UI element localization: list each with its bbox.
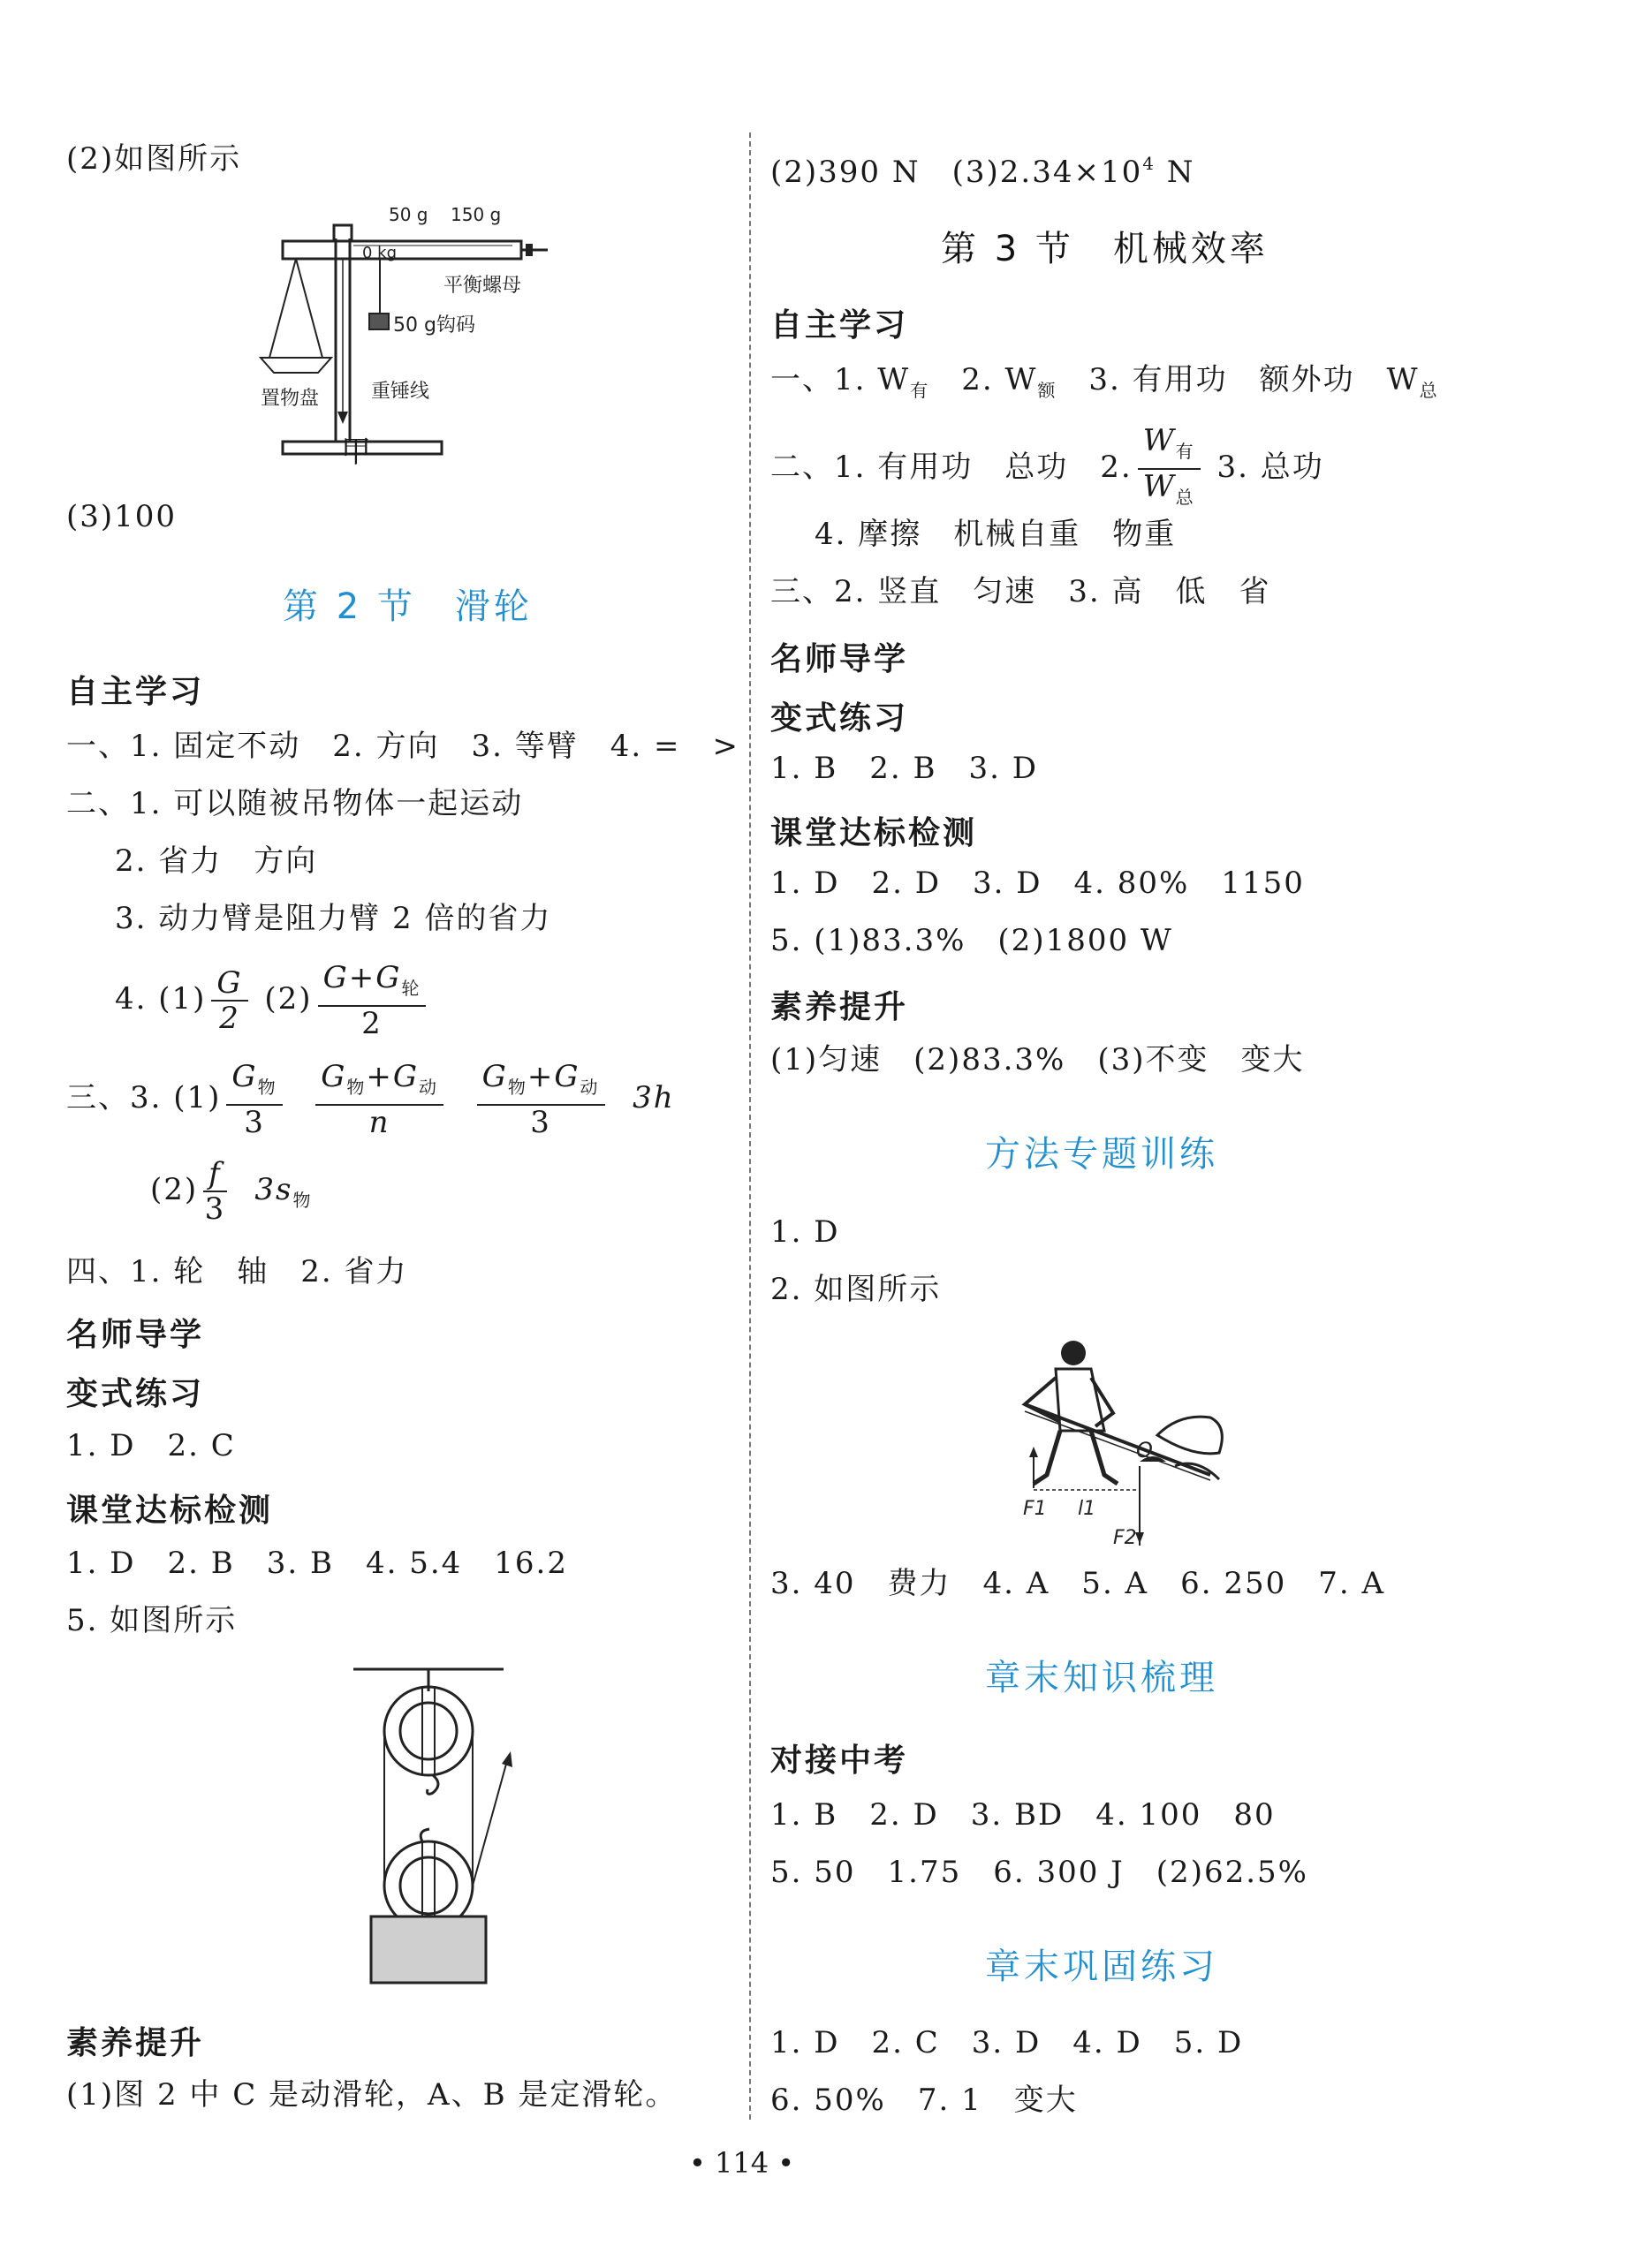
- answer-line-fractions: (2) $\frac{f}{3}$ $3s_物$: [150, 1156, 313, 1227]
- fig-label-zero: 0 kg: [362, 244, 398, 262]
- answer-line: 3. 动力臂是阻力臂 2 倍的省力: [115, 901, 552, 936]
- answer-line: 5. 如图所示: [66, 1603, 238, 1638]
- balance-figure: [256, 203, 557, 468]
- subheading: 自主学习: [770, 307, 909, 344]
- answer-line-fractions: 4. (1) $\frac{G}{2}$ (2) $\frac{G+G_轮}{2}$: [115, 961, 431, 1040]
- answer-line: 2. 省力 方向: [115, 843, 318, 879]
- subheading: 课堂达标检测: [770, 815, 978, 851]
- answer-line: 一、1. $W_有$ 2. $W_额$ 3. 有用功 额外功 $W_总$: [770, 362, 1439, 401]
- subheading: 课堂达标检测: [66, 1493, 274, 1529]
- answer-line-fractions: 三、3. (1) $\frac{G_物}{3}$ $\frac{G_物+G_动}{n}$ $\frac{G_物+G_动}{3}$ 3h: [66, 1059, 675, 1140]
- section-title: 章末巩固练习: [985, 1947, 1218, 1987]
- answer-line: (1)匀速 (2)83.3% (3)不变 变大: [770, 1042, 1305, 1077]
- answer-line: 5. (1)83.3% (2)1800 W: [770, 923, 1173, 958]
- fraction: $\frac{W_有}{W_总}$: [1138, 424, 1201, 514]
- answer-line: (3)100: [66, 499, 178, 534]
- subheading: 变式练习: [770, 700, 909, 737]
- label-l1: l1: [1078, 1498, 1096, 1520]
- answer-line: 1. D 2. B 3. B 4. 5.4 16.2: [66, 1546, 568, 1581]
- column-divider: [749, 132, 751, 2120]
- fig-label-50g: 50 g: [389, 204, 428, 225]
- answer-line: 四、1. 轮 轴 2. 省力: [66, 1254, 408, 1289]
- fraction: $\frac{f}{3}$: [204, 1156, 226, 1227]
- answer-line: 1. D 2. C 3. D 4. D 5. D: [770, 2025, 1244, 2060]
- fig-label-nut: 平衡螺母: [443, 275, 522, 297]
- subheading: 素养提升: [66, 2025, 205, 2061]
- section-title: 章末知识梳理: [985, 1658, 1218, 1698]
- page-number: • 114 •: [689, 2146, 795, 2180]
- subheading: 素养提升: [770, 989, 909, 1025]
- answer-line: 2. 如图所示: [770, 1272, 942, 1307]
- answer-line: 1. D: [770, 1214, 840, 1250]
- fig-label-pan: 置物盘: [261, 388, 320, 410]
- answer-line: 1. D 2. C: [66, 1428, 236, 1463]
- answer-line: 二、1. 可以随被吊物体一起运动: [66, 786, 524, 821]
- subheading: 名师导学: [770, 641, 909, 677]
- subheading: 变式练习: [66, 1376, 205, 1412]
- subheading: 对接中考: [770, 1743, 909, 1779]
- label-O: O: [1136, 1438, 1153, 1463]
- fig-label-plumb: 重锤线: [371, 381, 430, 403]
- answer-line: (1)图 2 中 C 是动滑轮，A、B 是定滑轮。: [66, 2077, 678, 2113]
- pulley-figure: [353, 1665, 512, 1992]
- answer-line: 1. B 2. B 3. D: [770, 751, 1038, 786]
- label-F2: F2: [1113, 1527, 1137, 1546]
- answer-line: 3. 40 费力 4. A 5. A 6. 250 7. A: [770, 1566, 1386, 1601]
- fraction: $\frac{G+G_轮}{2}$: [318, 961, 427, 1040]
- section-title: 方法专题训练: [985, 1134, 1218, 1175]
- answer-line: 6. 50% 7. 1 变大: [770, 2083, 1078, 2118]
- answer-line-fractions: 二、1. 有用功 总功 2. $\frac{W_有}{W_总}$ 3. 总功: [770, 424, 1324, 514]
- answer-line: 4. 摩擦 机械自重 物重: [815, 517, 1177, 552]
- fig-label-hook-weight: 50 g钩码: [393, 314, 475, 336]
- subheading: 名师导学: [66, 1317, 205, 1353]
- fraction: $\frac{G_物}{3}$: [226, 1060, 282, 1139]
- answer-line: 5. 50 1.75 6. 300 J (2)62.5%: [770, 1855, 1308, 1890]
- label-F1: F1: [1023, 1498, 1047, 1520]
- fraction: $\frac{G}{2}$: [211, 966, 247, 1035]
- section-title: 第 2 节 滑轮: [283, 586, 533, 627]
- section-title: 第 3 节 机械效率: [941, 229, 1269, 269]
- answer-line: 1. B 2. D 3. BD 4. 100 80: [770, 1797, 1276, 1833]
- figure-caption: 甲: [341, 435, 373, 470]
- fraction: $\frac{G_物+G_动}{n}$: [315, 1060, 443, 1139]
- answer-line: (2)如图所示: [66, 141, 242, 177]
- answer-line: (2)390 N $(3)2.34\times 10^4$ N: [770, 153, 1195, 190]
- lever-figure: [1007, 1334, 1237, 1546]
- subheading: 自主学习: [66, 674, 205, 710]
- answer-line: 三、2. 竖直 匀速 3. 高 低 省: [770, 574, 1271, 609]
- fig-label-150g: 150 g: [451, 204, 502, 225]
- answer-line: 一、1. 固定不动 2. 方向 3. 等臂 4. = >: [66, 729, 739, 764]
- fraction: $\frac{G_物+G_动}{3}$: [477, 1060, 605, 1139]
- answer-line: 1. D 2. D 3. D 4. 80% 1150: [770, 866, 1305, 901]
